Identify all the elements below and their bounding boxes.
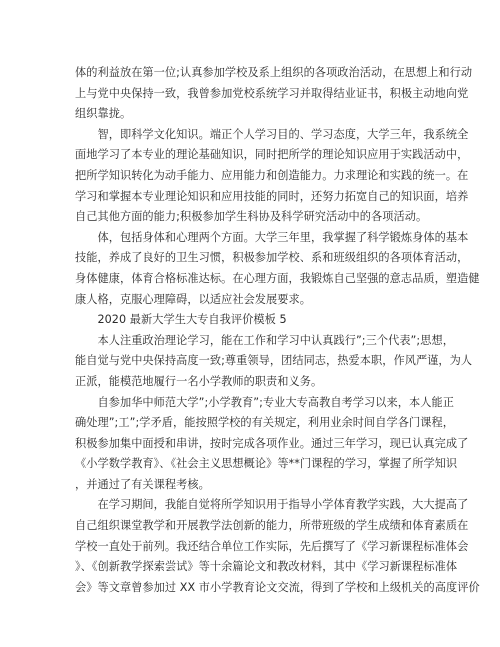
text-line: 本人注重政治理论学习，能在工作和学习中认真践行”;三个代表”;思想，: [75, 333, 454, 347]
text-line: ，并通过了有关课程考核。: [75, 477, 210, 491]
document-body: [75, 63, 480, 598]
text-line: 面地学习了本专业的理论基础知识，同时把所学的理论知识应用于实践活动中，: [75, 148, 469, 162]
text-line: 组织靠拢。: [75, 107, 132, 121]
text-line: 在学习期间，我能自觉将所学知识用于指导小学体育教学实践，大大提高了: [75, 498, 469, 512]
section-heading: 2020 最新大学生大专自我评价模板 5: [75, 313, 287, 327]
text-line: 体的利益放在第一位;认真参加学校及系上组织的各项政治活动，在思想上和行动: [75, 66, 473, 79]
text-line: 自己其他方面的能力;积极参加学生科协及科学研究活动中的各项活动。: [75, 210, 428, 224]
text-line: 学习和掌握本专业理论知识和应用技能的同时，还努力拓宽自己的知识面，培养: [75, 189, 469, 203]
text-line: 智，即科学文化知识。端正个人学习目的、学习态度，大学三年，我系统全: [75, 127, 469, 141]
text-line: 会》等文章曾参加过 XX 市小学教育论文交流，得到了学校和上级机关的高度评价: [75, 580, 480, 594]
text-line: 正派，能模范地履行一名小学教师的职责和义务。: [75, 374, 323, 388]
text-line: 确处理”;工”;学矛盾，能按照学校的有关规定，利用业余时间自学各门课程，: [75, 416, 454, 430]
text-line: 积极参加集中面授和串讲，按时完成各项作业。通过三年学习，现已认真完成了: [75, 436, 469, 450]
text-line: 自己组织课堂教学和开展教学法创新的能力，所带班级的学生成绩和体育素质在: [75, 519, 469, 533]
text-line: 学校一直处于前列。我还结合单位工作实际，先后撰写了《学习新课程标准体会: [75, 539, 469, 553]
text-line: 体，包括身体和心理两个方面。大学三年里，我掌握了科学锻炼身体的基本: [75, 230, 469, 244]
text-line: 》、《创新教学探索尝试》等十余篇论文和教改材料，其中《学习新课程标准体: [75, 560, 458, 574]
text-line: 《小学数学教育》、《社会主义思想概论》等**门课程的学习，掌握了所学知识: [75, 457, 458, 471]
text-line: 技能，养成了良好的卫生习惯，积极参加学校、系和班级组织的各项体育活动，: [75, 251, 469, 265]
text-line: 能自觉与党中央保持高度一致;尊重领导，团结同志，热爱本职，作风严谨，为人: [75, 354, 473, 368]
text-line: 把所学知识转化为动手能力、应用能力和创造能力。力求理论和实践的统一。在: [75, 168, 469, 182]
text-line: 身体健康，体育合格标准达标。在心理方面，我锻炼自己坚强的意志品质，塑造健: [75, 271, 480, 285]
text-line: 上与党中央保持一致，我曾参加党校系统学习并取得结业证书，积极主动地向党: [75, 86, 469, 100]
text-line: 康人格，克服心理障碍，以适应社会发展要求。: [75, 292, 311, 306]
text-line: 自参加华中师范大学”;小学教育”;专业大专高教自考学习以来，本人能正: [75, 395, 454, 409]
